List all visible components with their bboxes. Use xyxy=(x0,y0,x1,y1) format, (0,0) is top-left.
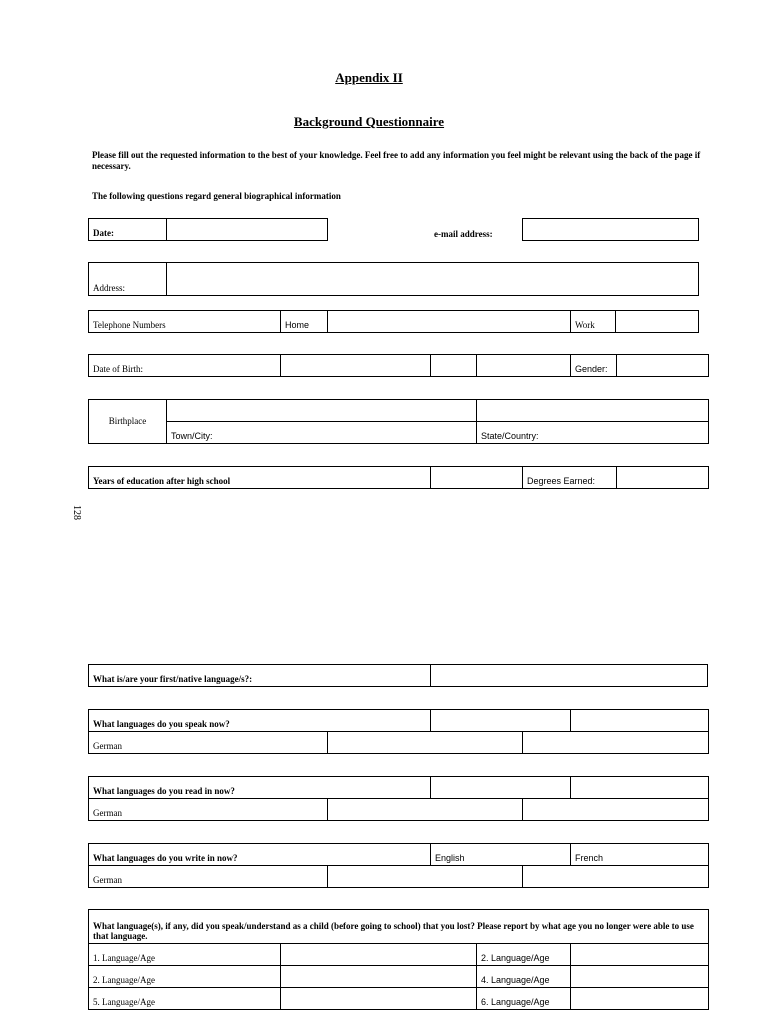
read-field-2[interactable] xyxy=(570,776,709,799)
write-german: German xyxy=(88,865,328,888)
lost-lang-label-4: 4. Language/Age xyxy=(476,965,571,988)
address-label: Address: xyxy=(88,262,167,296)
country-field[interactable] xyxy=(476,399,709,422)
lost-lang-field-2[interactable] xyxy=(570,943,709,966)
education-label: Years of education after high school xyxy=(88,466,431,489)
lost-lang-field-3[interactable] xyxy=(280,965,477,988)
lost-lang-label-6: 6. Language/Age xyxy=(476,987,571,1010)
date-label: Date: xyxy=(88,218,167,241)
lost-lang-field-5[interactable] xyxy=(280,987,477,1010)
speak-field-3[interactable] xyxy=(327,731,523,754)
read-field-3[interactable] xyxy=(327,798,523,821)
section-note: The following questions regard general biographical information xyxy=(92,191,341,201)
home-phone-field[interactable] xyxy=(327,310,571,333)
native-language-field[interactable] xyxy=(430,664,708,687)
gender-label: Gender: xyxy=(570,354,617,377)
read-field-1[interactable] xyxy=(430,776,571,799)
speak-label: What languages do you speak now? xyxy=(88,709,431,732)
country-label: State/Country: xyxy=(476,421,709,444)
date-field[interactable] xyxy=(166,218,328,241)
lost-lang-label-2: 2. Language/Age xyxy=(476,943,571,966)
lost-lang-label-1: 1. Language/Age xyxy=(88,943,281,966)
degrees-field[interactable] xyxy=(616,466,709,489)
dob-field-3[interactable] xyxy=(476,354,571,377)
work-label: Work xyxy=(570,310,616,333)
write-french: French xyxy=(570,843,709,866)
read-field-4[interactable] xyxy=(522,798,709,821)
gender-field[interactable] xyxy=(616,354,709,377)
page-number: 128 xyxy=(71,505,82,520)
education-field[interactable] xyxy=(430,466,523,489)
speak-german: German xyxy=(88,731,328,754)
telephone-label: Telephone Numbers xyxy=(88,310,281,333)
appendix-heading: Appendix II xyxy=(335,70,403,85)
degrees-label: Degrees Earned: xyxy=(522,466,617,489)
lost-lang-label-5: 5. Language/Age xyxy=(88,987,281,1010)
read-german: German xyxy=(88,798,328,821)
work-phone-field[interactable] xyxy=(615,310,699,333)
write-label: What languages do you write in now? xyxy=(88,843,431,866)
dob-field-2[interactable] xyxy=(430,354,477,377)
lost-lang-field-6[interactable] xyxy=(570,987,709,1010)
lost-lang-field-1[interactable] xyxy=(280,943,477,966)
home-label: Home xyxy=(280,310,328,333)
write-english: English xyxy=(430,843,571,866)
town-label: Town/City: xyxy=(166,421,477,444)
lost-language-question: What language(s), if any, did you speak/understand as a child (before going to school) that you lost? Please report by what age you no longer were able to use that language. xyxy=(88,909,709,944)
dob-field-1[interactable] xyxy=(280,354,431,377)
speak-field-1[interactable] xyxy=(430,709,571,732)
write-field-4[interactable] xyxy=(522,865,709,888)
speak-field-2[interactable] xyxy=(570,709,709,732)
page-title: Background Questionnaire xyxy=(293,114,445,129)
birthplace-label: Birthplace xyxy=(88,399,167,444)
lost-lang-field-4[interactable] xyxy=(570,965,709,988)
speak-field-4[interactable] xyxy=(522,731,709,754)
address-field[interactable] xyxy=(166,262,699,296)
read-label: What languages do you read in now? xyxy=(88,776,431,799)
native-language-label: What is/are your first/native language/s?: xyxy=(88,664,431,687)
email-label: e-mail address: xyxy=(434,229,493,239)
dob-label: Date of Birth: xyxy=(88,354,281,377)
lost-lang-label-3: 2. Language/Age xyxy=(88,965,281,988)
town-field[interactable] xyxy=(166,399,477,422)
email-field[interactable] xyxy=(522,218,699,241)
instructions-text: Please fill out the requested information to the best of your knowledge. Feel free to add any information you feel might be relevant using the back of the page if necessary. xyxy=(92,150,701,171)
write-field-3[interactable] xyxy=(327,865,523,888)
